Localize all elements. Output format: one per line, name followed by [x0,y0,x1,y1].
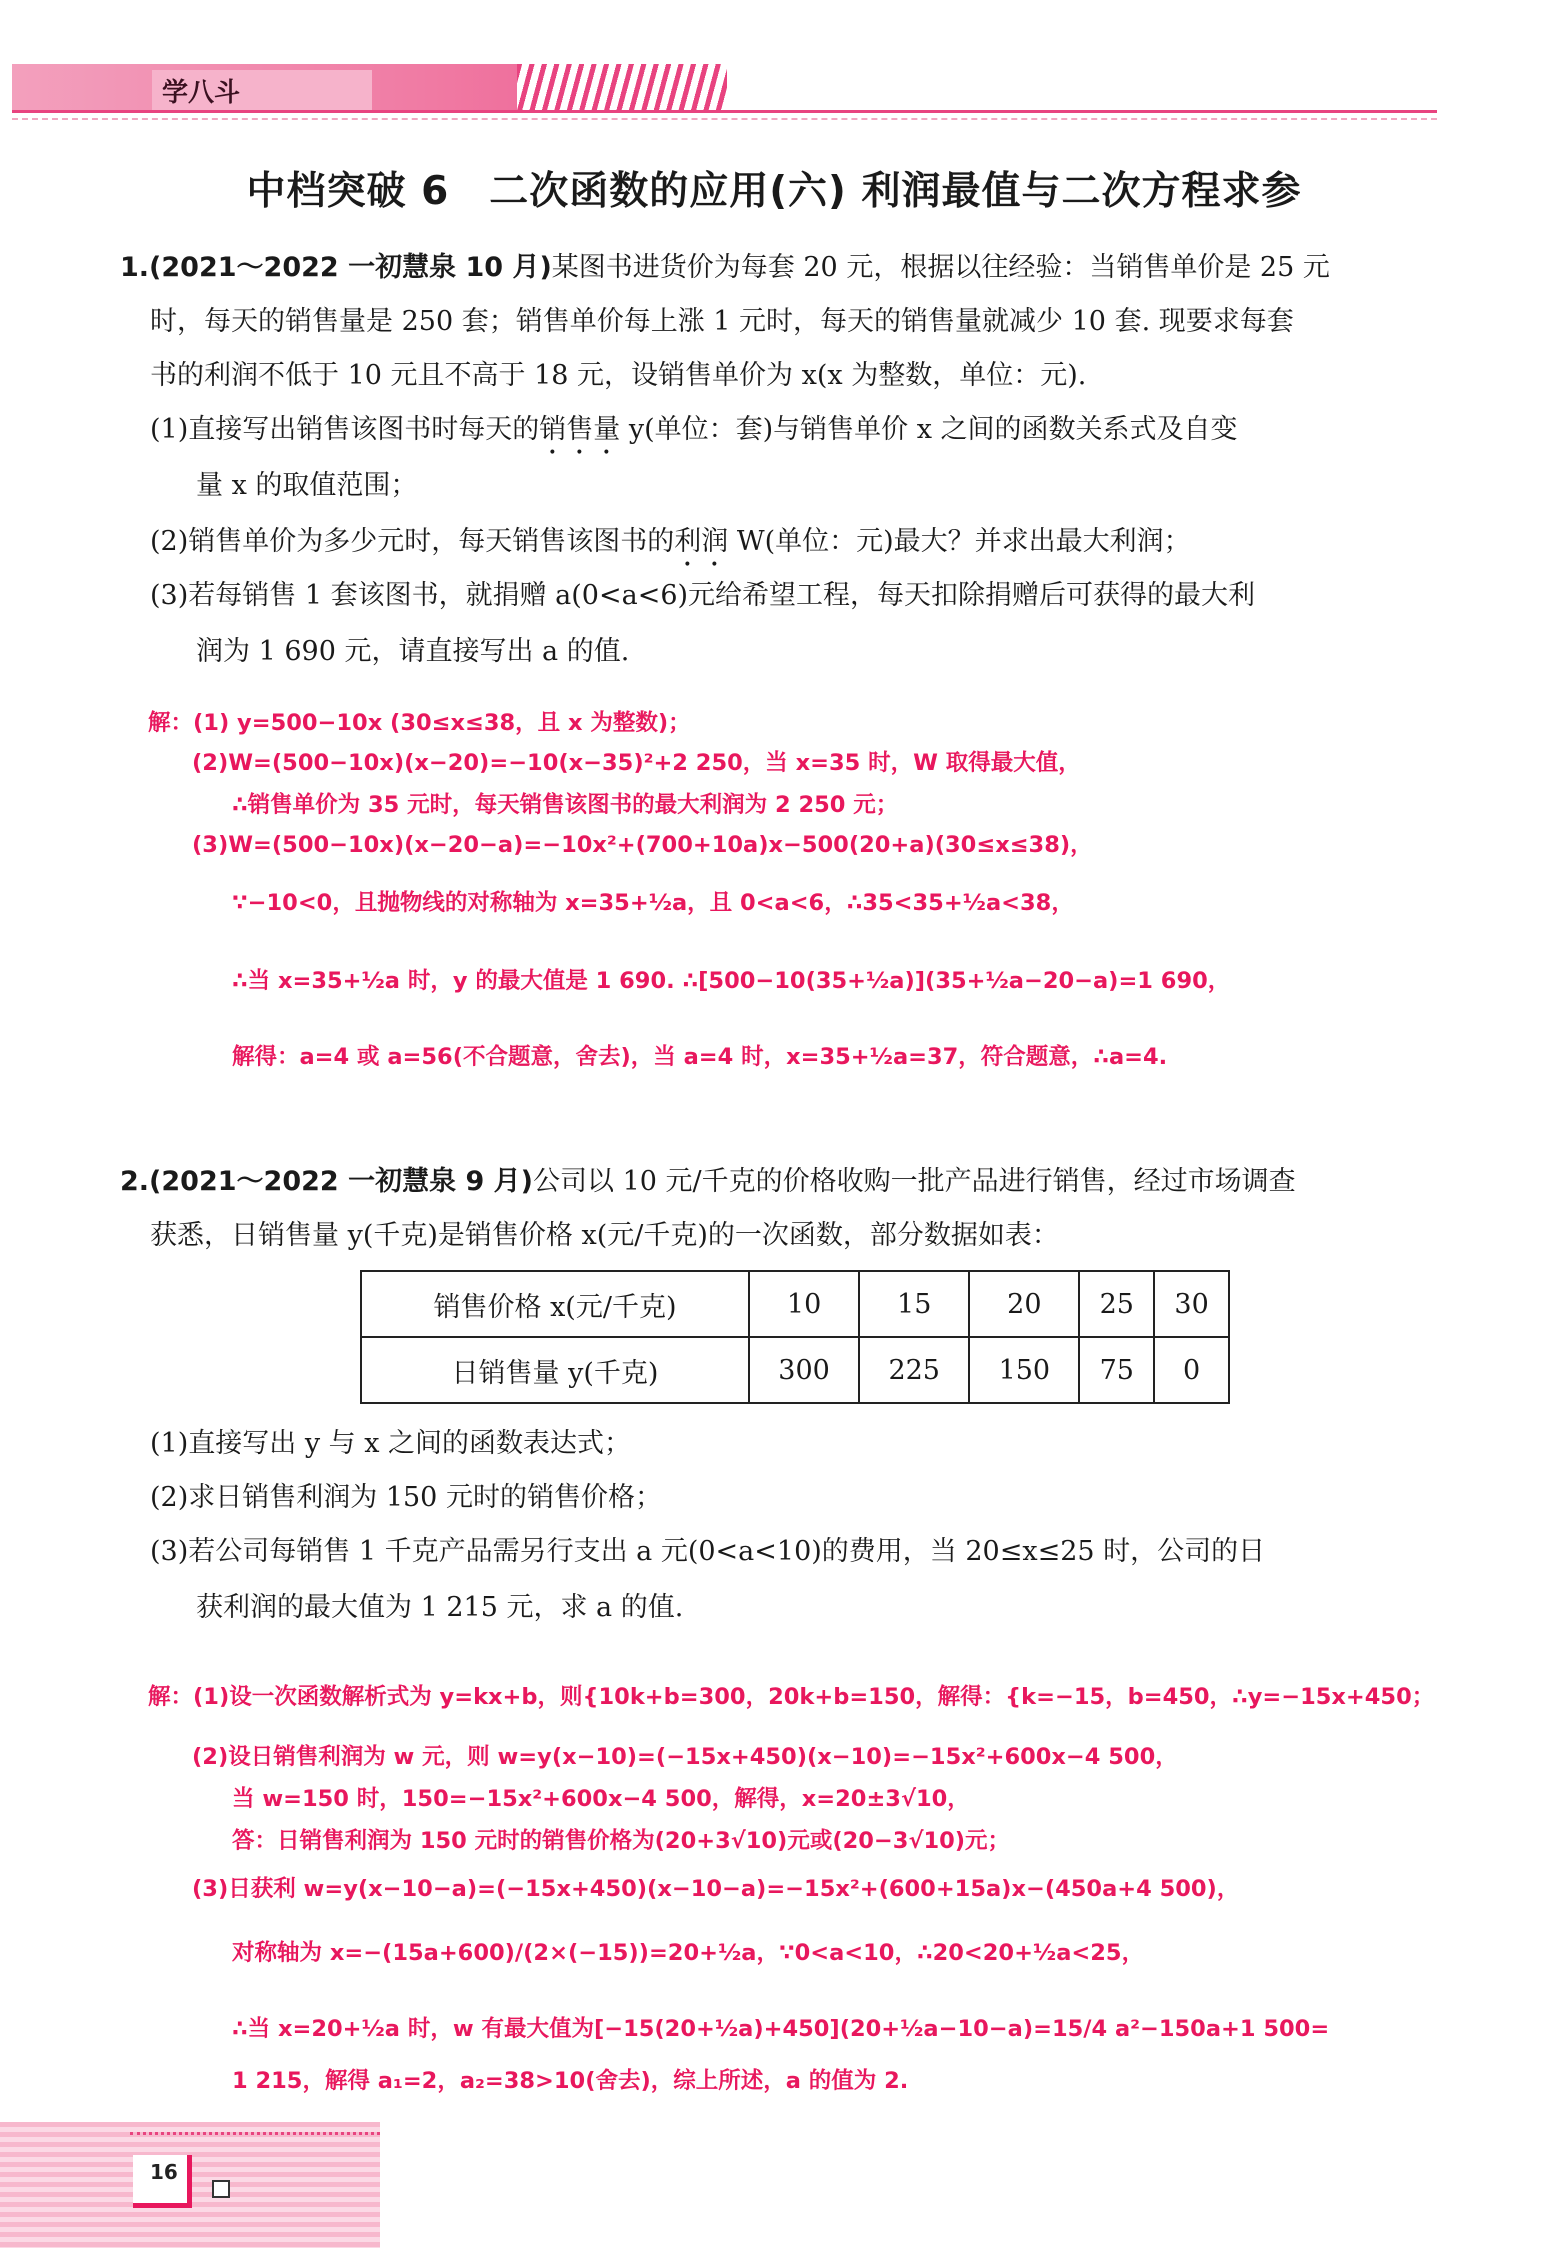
q2-line1 [120,1162,1296,1202]
q1-line1 [120,248,1330,288]
q2-answer-7: ∴当 x=20+½a 时，w 有最大值为[−15(20+½a)+450](20+½a−10−a)=15/4 a²−150a+1 500= [232,2016,1330,2042]
q2-answer-6: 对称轴为 x=−(15a+600)/(2×(−15))=20+½a，∵0<a<10，∴20<20+½a<25， [232,1940,1145,1966]
q1-part3: (3)若每销售 1 套该图书，就捐赠 a(0<a<6)元给希望工程，每天扣除捐赠后可获得的最大利 [150,580,1256,611]
q1-line3: 书的利润不低于 10 元且不高于 18 元，设销售单价为 x(x 为整数，单位：元). [150,360,1087,391]
data-table [360,1270,1230,1404]
q2-line2: 获悉，日销售量 y(千克)是销售价格 x(元/千克)的一次函数，部分数据如表： [150,1220,1059,1251]
q2-text1: 公司以 10 元/千克的价格收购一批产品进行销售，经过市场调查 [533,1166,1296,1197]
q1-answer-3: ∴销售单价为 35 元时，每天销售该图书的最大利润为 2 250 元； [232,792,899,818]
q1-part1-emphasis: 销售量 [539,414,621,445]
table-cell: 150 [969,1337,1079,1403]
table-cell: 75 [1079,1337,1154,1403]
q2-part2: (2)求日销售利润为 150 元时的销售价格； [150,1482,662,1513]
q1-part2 [150,522,1191,573]
table-cell: 225 [859,1337,969,1403]
q1-part2-emphasis: 利润 [674,526,729,557]
q2-part3-cont: 获利润的最大值为 1 215 元，求 a 的值. [196,1592,684,1623]
table-row-header: 销售价格 x(元/千克) [361,1271,749,1337]
q2-answer-3: 当 w=150 时，150=−15x²+600x−4 500，解得，x=20±3√10， [232,1786,970,1812]
q1-part2-pre: (2)销售单价为多少元时，每天销售该图书的 [150,526,675,557]
header-dash [12,118,1437,120]
q2-answer-4: 答：日销售利润为 150 元时的销售价格为(20+3√10)元或(20−3√10)元； [232,1828,1011,1854]
table-cell: 20 [969,1271,1079,1337]
q1-text1: 某图书进货价为每套 20 元，根据以往经验：当销售单价是 25 元 [551,252,1330,283]
q1-answer-2: (2)W=(500−10x)(x−20)=−10(x−35)²+2 250，当 x=35 时，W 取得最大值， [192,750,1081,776]
table-cell: 25 [1079,1271,1154,1337]
table-row [361,1271,1229,1337]
table-cell: 10 [749,1271,859,1337]
table-row [361,1337,1229,1403]
q1-part1-pre: (1)直接写出销售该图书时每天的 [150,414,540,445]
q1-part2-post: W(单位：元)最大？并求出最大利润； [728,526,1191,557]
q2-answer-8: 1 215，解得 a₁=2，a₂=38>10(舍去)，综上所述，a 的值为 2. [232,2068,909,2094]
q1-number: 1. [120,252,150,283]
table-cell: 15 [859,1271,969,1337]
q1-answer-7: 解得：a=4 或 a=56(不合题意，舍去)，当 a=4 时，x=35+½a=37，符合题意，∴a=4. [232,1044,1168,1070]
q1-answer-1: 解：(1) y=500−10x (30≤x≤38，且 x 为整数)； [148,710,691,736]
q1-part1-post: y(单位：套)与销售单价 x 之间的函数关系式及自变 [620,414,1238,445]
q2-answer-5: (3)日获利 w=y(x−10−a)=(−15x+450)(x−10−a)=−15x²+(600+15a)x−(450a+4 500)， [192,1876,1240,1902]
table-cell: 300 [749,1337,859,1403]
page-number: 16 [150,2160,178,2184]
q1-part1 [150,410,1238,461]
footer-dotline [130,2132,380,2135]
q2-answer-2: (2)设日销售利润为 w 元，则 w=y(x−10)=(−15x+450)(x−10)=−15x²+600x−4 500， [192,1744,1178,1770]
q1-answer-6: ∴当 x=35+½a 时，y 的最大值是 1 690. ∴[500−10(35+½a)](35+½a−20−a)=1 690， [232,968,1231,994]
q2-answer-1: 解：(1)设一次函数解析式为 y=kx+b，则{10k+b=300，20k+b=150，解得：{k=−15，b=450，∴y=−15x+450； [148,1684,1435,1710]
q2-part1: (1)直接写出 y 与 x 之间的函数表达式； [150,1428,632,1459]
q2-number: 2. [120,1166,150,1197]
q1-part3-cont: 润为 1 690 元，请直接写出 a 的值. [196,636,630,667]
brand-label: 学八斗 [162,78,241,108]
q1-answer-4: (3)W=(500−10x)(x−20−a)=−10x²+(700+10a)x−500(20+a)(30≤x≤38)， [192,832,1093,858]
q1-part1-cont: 量 x 的取值范围； [196,470,418,501]
page-title: 中档突破 6 二次函数的应用(六) 利润最值与二次方程求参 [246,169,1302,214]
header-band [12,64,1437,112]
header-stripes [517,64,727,110]
table-row-header: 日销售量 y(千克) [361,1337,749,1403]
q2-source: (2021～2022 一初慧泉 9 月) [149,1166,534,1197]
q2-part3: (3)若公司每销售 1 千克产品需另行支出 a 元(0<a<10)的费用，当 20≤x≤25 时，公司的日 [150,1536,1266,1567]
q1-source: (2021～2022 一初慧泉 10 月) [149,252,552,283]
q1-answer-5: ∵−10<0，且抛物线的对称轴为 x=35+½a，且 0<a<6，∴35<35+½a<38， [232,890,1074,916]
q1-line2: 时，每天的销售量是 250 套；销售单价每上涨 1 元时，每天的销售量就减少 10 套. 现要求每套 [150,306,1294,337]
header-line [12,110,1437,113]
table-cell: 30 [1154,1271,1229,1337]
square-icon [212,2180,230,2198]
table-cell: 0 [1154,1337,1229,1403]
